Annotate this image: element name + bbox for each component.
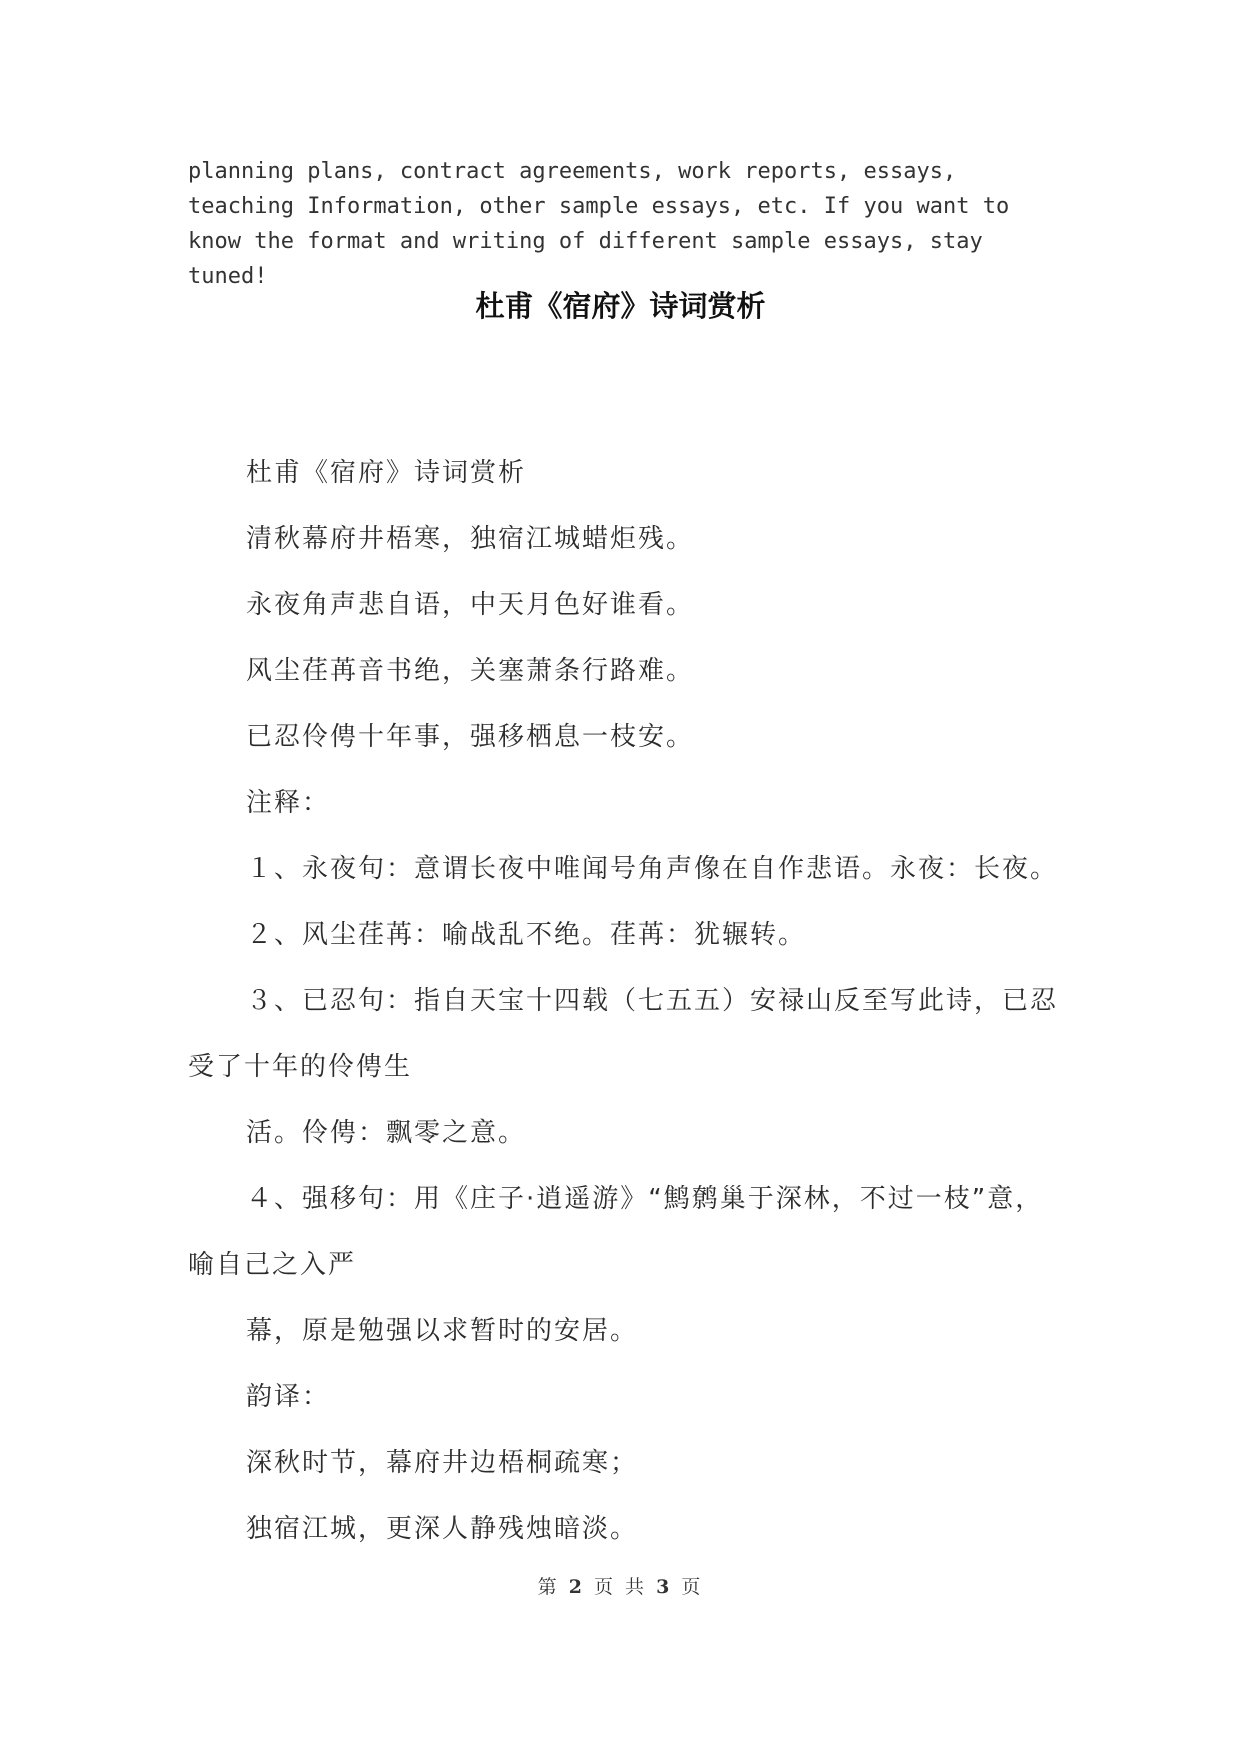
poem-line-2: 永夜角声悲自语，中天月色好谁看。 xyxy=(246,590,695,620)
note-2: ２、风尘荏苒：喻战乱不绝。荏苒：犹辗转。 xyxy=(246,920,807,950)
page-title: 杜甫《宿府》诗词赏析 xyxy=(475,289,766,323)
note-4: ４、强移句：用《庄子·逍遥游》“鹪鹩巢于深林，不过一枝”意，喻自己之入严 xyxy=(188,1184,1044,1280)
footer-middle: 页 共 xyxy=(593,1576,648,1598)
notes-heading: 注释： xyxy=(246,788,331,818)
footer-suffix: 页 xyxy=(681,1576,704,1598)
current-page-number: 2 xyxy=(568,1576,585,1598)
translation-heading: 韵译： xyxy=(246,1382,331,1412)
page-number-footer xyxy=(0,1572,1241,1599)
note-1: １、永夜句：意谓长夜中唯闻号角声像在自作悲语。永夜：长夜。 xyxy=(246,854,1059,884)
note-3-continued: 活。伶俜：飘零之意。 xyxy=(246,1118,527,1148)
article-body xyxy=(188,440,1068,1562)
translation-line-2: 独宿江城，更深人静残烛暗淡。 xyxy=(246,1514,639,1544)
poem-line-4: 已忍伶俜十年事，强移栖息一枝安。 xyxy=(246,722,695,752)
note-3: ３、已忍句：指自天宝十四载（七五五）安禄山反至写此诗，已忍受了十年的伶俜生 xyxy=(188,986,1059,1082)
total-page-count: 3 xyxy=(656,1576,673,1598)
footer-prefix: 第 xyxy=(537,1576,560,1598)
poem-line-1: 清秋幕府井梧寒，独宿江城蜡炬残。 xyxy=(246,524,695,554)
article-heading: 杜甫《宿府》诗词赏析 xyxy=(246,458,527,488)
note-4-continued: 幕，原是勉强以求暂时的安居。 xyxy=(246,1316,639,1346)
translation-line-1: 深秋时节，幕府井边梧桐疏寒； xyxy=(246,1448,639,1478)
intro-text: planning plans, contract agreements, work reports, essays, teaching Information, other sample essays, etc. If you want to know the format and writing of different sample essays, stay tuned! xyxy=(188,159,1023,289)
poem-line-3: 风尘荏苒音书绝，关塞萧条行路难。 xyxy=(246,656,695,686)
